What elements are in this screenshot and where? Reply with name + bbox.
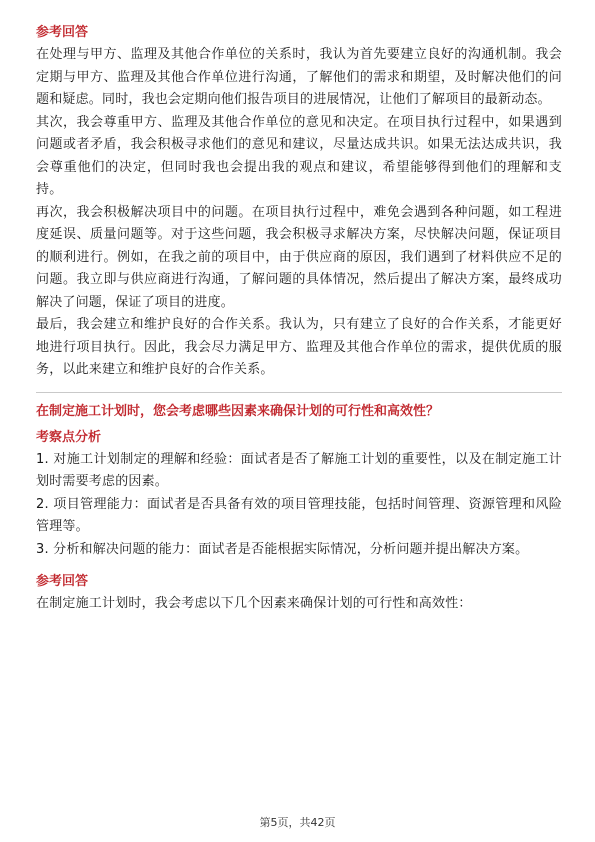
- section-divider: [36, 392, 562, 393]
- analysis-heading: 考察点分析: [36, 429, 102, 445]
- document-page: [36, 22, 562, 616]
- answer-intro-paragraph: 在制定施工计划时，我会考虑以下几个因素来确保计划的可行性和高效性：: [36, 596, 472, 611]
- reference-answer-heading-2: 参考回答: [36, 574, 89, 589]
- reference-answer-heading: 参考回答: [36, 25, 89, 40]
- page-number-footer: 第5页，共42页: [259, 816, 336, 829]
- analysis-item-1: 1. 对施工计划制定的理解和经验：面试者是否了解施工计划的重要性，以及在制定施工计划时需要考虑的因素。: [36, 451, 562, 489]
- analysis-item-3: 3. 分析和解决问题的能力：面试者是否能根据实际情况，分析问题并提出解决方案。: [36, 541, 529, 557]
- answer-paragraph-3: 再次，我会积极解决项目中的问题。在项目执行过程中，难免会遇到各种问题，如工程进度延误、质量问题等。对于这些问题，我会积极寻求解决方案，尽快解决问题，保证项目的顺利进行。例如，在我之前的项目中，由于供应商的原因，我们遇到了材料供应不足的问题。我立即与供应商进行沟通，了解问题的具体情况，然后提出了解决方案，最终成功解决了问题，保证了项目的进度。: [36, 204, 562, 310]
- answer-paragraph-1: 在处理与甲方、监理及其他合作单位的关系时，我认为首先要建立良好的沟通机制。我会定期与甲方、监理及其他合作单位进行沟通，了解他们的需求和期望，及时解决他们的问题和疑虑。同时，我也会定期向他们报告项目的进展情况，让他们了解项目的最新动态。: [36, 47, 562, 107]
- interview-question: 在制定施工计划时，您会考虑哪些因素来确保计划的可行性和高效性？: [36, 403, 440, 419]
- answer-paragraph-2: 其次，我会尊重甲方、监理及其他合作单位的意见和决定。在项目执行过程中，如果遇到问题或者矛盾，我会积极寻求他们的意见和建议，尽量达成共识。如果无法达成共识，我会尊重他们的决定，但同时我也会提出我的观点和建议，希望能够得到他们的理解和支持。: [36, 114, 562, 197]
- analysis-item-2: 2. 项目管理能力：面试者是否具备有效的项目管理技能，包括时间管理、资源管理和风险管理等。: [36, 496, 562, 534]
- answer-paragraph-4: 最后，我会建立和维护良好的合作关系。我认为，只有建立了良好的合作关系，才能更好地进行项目执行。因此，我会尽力满足甲方、监理及其他合作单位的需求，提供优质的服务，以此来建立和维护良好的合作关系。: [36, 317, 562, 377]
